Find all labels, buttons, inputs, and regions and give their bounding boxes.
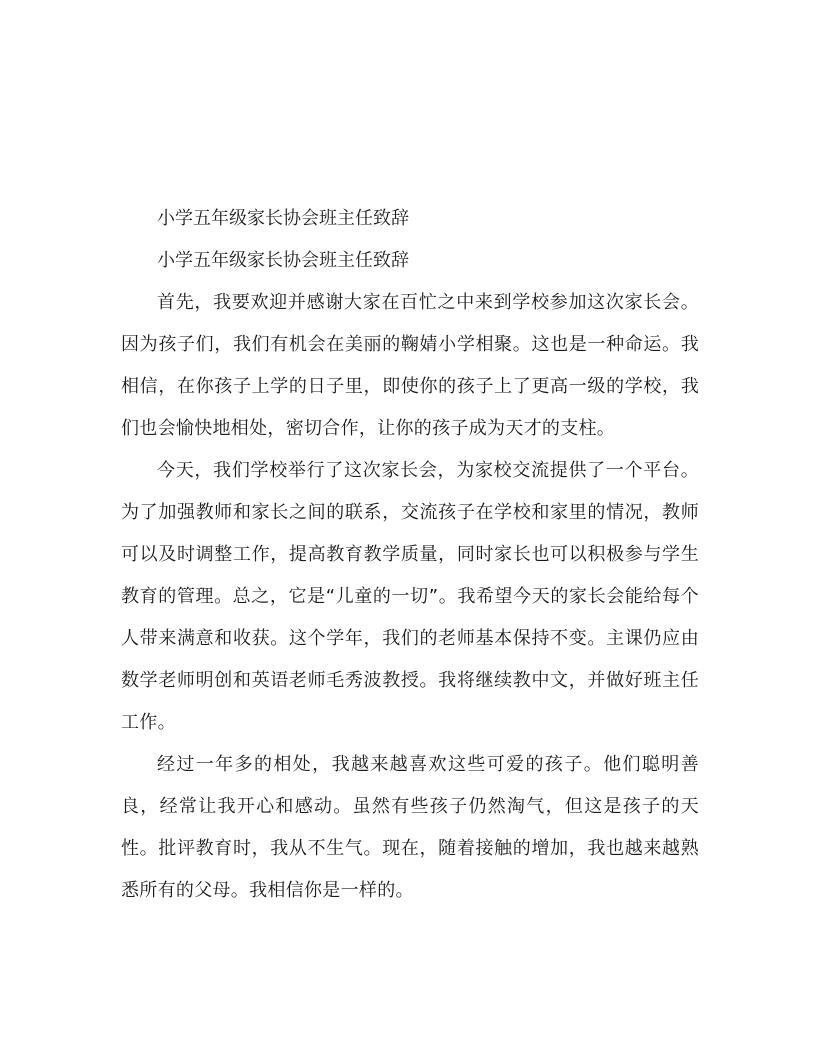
- paragraph-meeting-purpose: 今天，我们学校举行了这次家长会，为家校交流提供了一个平台。为了加强教师和家长之间的联系，交流孩子在学校和家里的情况，教师可以及时调整工作，提高教育教学质量，同时家长也可以积极参与学生教育的管理。总之，它是“儿童的一切”。我希望今天的家长会能给每个人带来满意和收获。这个学年，我们的老师基本保持不变。主课仍应由数学老师明创和英语老师毛秀波教授。我将继续教中文，并做好班主任工作。: [121, 460, 699, 733]
- document-title: 小学五年级家长协会班主任致辞: [157, 208, 409, 229]
- document-body: [121, 198, 699, 912]
- paragraph-children: 经过一年多的相处，我越来越喜欢这些可爱的孩子。他们聪明善良，经常让我开心和感动。虽然有些孩子仍然淘气，但这是孩子的天性。批评教育时，我从不生气。现在，随着接触的增加，我也越来越熟悉所有的父母。我相信你是一样的。: [121, 754, 699, 901]
- document-subtitle: 小学五年级家长协会班主任致辞: [157, 250, 409, 271]
- paragraph-welcome: 首先，我要欢迎并感谢大家在百忙之中来到学校参加这次家长会。因为孩子们，我们有机会在美丽的鞠婧小学相聚。这也是一种命运。我相信，在你孩子上学的日子里，即使你的孩子上了更高一级的学校，我们也会愉快地相处，密切合作，让你的孩子成为天才的支柱。: [121, 292, 699, 439]
